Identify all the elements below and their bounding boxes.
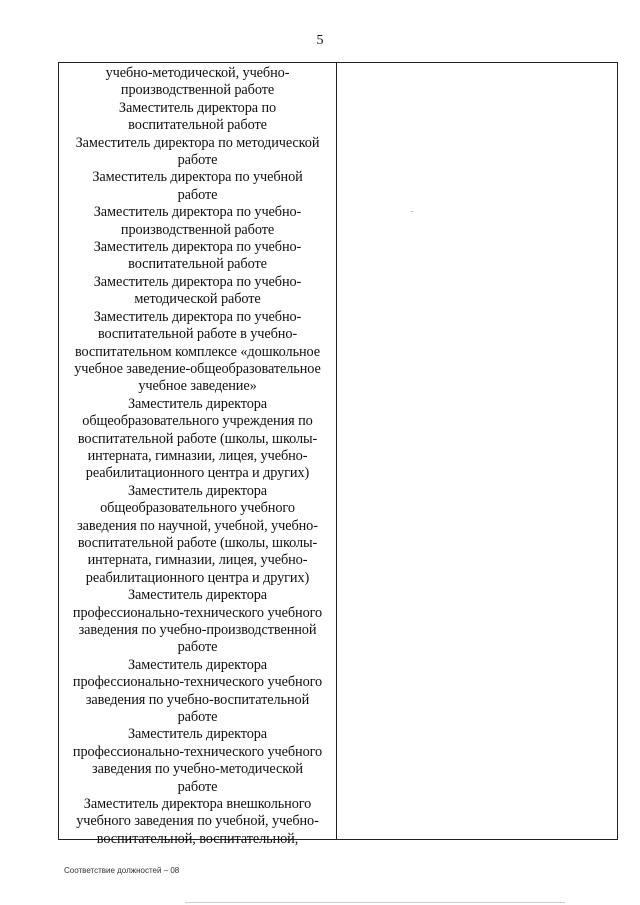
table-line: работе [177, 709, 218, 726]
table-line: воспитательной работе [128, 256, 267, 273]
table-line: воспитательном комплексе «дошкольное [74, 343, 321, 360]
column-divider [336, 63, 337, 839]
table-line: Заместитель директора по учебно- [93, 204, 302, 221]
page-number: 5 [316, 33, 324, 48]
table-line: профессионально-технического учебного [72, 604, 323, 621]
table-line: Заместитель директора [127, 656, 268, 673]
table-line: производственной работе [120, 82, 275, 99]
table-line: работе [177, 186, 218, 203]
table-line: Заместитель директора по [118, 99, 277, 116]
table-line: реабилитационного центра и других) [85, 569, 310, 586]
table-line: профессионально-технического учебного [72, 743, 323, 760]
table-line: заведения по учебно-методической [92, 761, 303, 778]
table-line: воспитательной работе (школы, школы- [77, 430, 318, 447]
table-line: общеобразовательного учреждения по [82, 413, 313, 430]
table-line: методической работе [134, 291, 261, 308]
positions-table [58, 62, 618, 847]
table-line: работе [177, 639, 218, 656]
table-line: реабилитационного центра и других) [85, 465, 310, 482]
scan-speck [411, 211, 413, 212]
scan-edge-line [185, 902, 565, 903]
table-line: Заместитель директора по учебно- [93, 308, 302, 325]
table-line: Заместитель директора [127, 726, 268, 743]
footer-text: Соответствие должностей – 08 [64, 866, 180, 875]
table-line: воспитательной работе в учебно- [97, 326, 298, 343]
table-line: производственной работе [120, 221, 275, 238]
table-line: интерната, гимназии, лицея, учебно- [87, 447, 308, 464]
table-line: Заместитель директора по учебно- [93, 239, 302, 256]
table-line: заведения по учебно-производственной [78, 622, 317, 638]
table-line: воспитательной работе [128, 117, 267, 134]
table-line: Заместитель директора [127, 482, 268, 499]
table-line: учебное заведение-общеобразовательное [74, 360, 321, 377]
table-line: Заместитель директора по учебно- [93, 273, 302, 290]
table-line: общеобразовательного учебного [100, 500, 295, 517]
table-line: учебное заведение» [138, 378, 257, 395]
table-line: Заместитель директора по учебной [92, 169, 303, 186]
table-line: Заместитель директора внешкольного [83, 796, 312, 813]
table-line: учебного заведения по учебной, учебно- [76, 813, 319, 830]
table-line: заведения по научной, учебной, учебно- [77, 517, 318, 534]
table-line: профессионально-технического учебного [72, 674, 323, 691]
table-line: воспитательной, воспитательной, [96, 830, 299, 847]
table-line: Заместитель директора [127, 395, 268, 412]
left-column [59, 65, 336, 848]
table-line: заведения по учебно-воспитательной [85, 691, 310, 708]
table-line: интерната, гимназии, лицея, учебно- [87, 552, 308, 569]
table-line: работе [177, 778, 218, 795]
table-line: Заместитель директора [127, 587, 268, 604]
table-line: воспитательной работе (школы, школы- [77, 534, 318, 551]
table-line: работе [177, 152, 218, 169]
table-line: Заместитель директора по методической [75, 134, 320, 151]
table-line: учебно-методической, учебно- [105, 65, 290, 81]
